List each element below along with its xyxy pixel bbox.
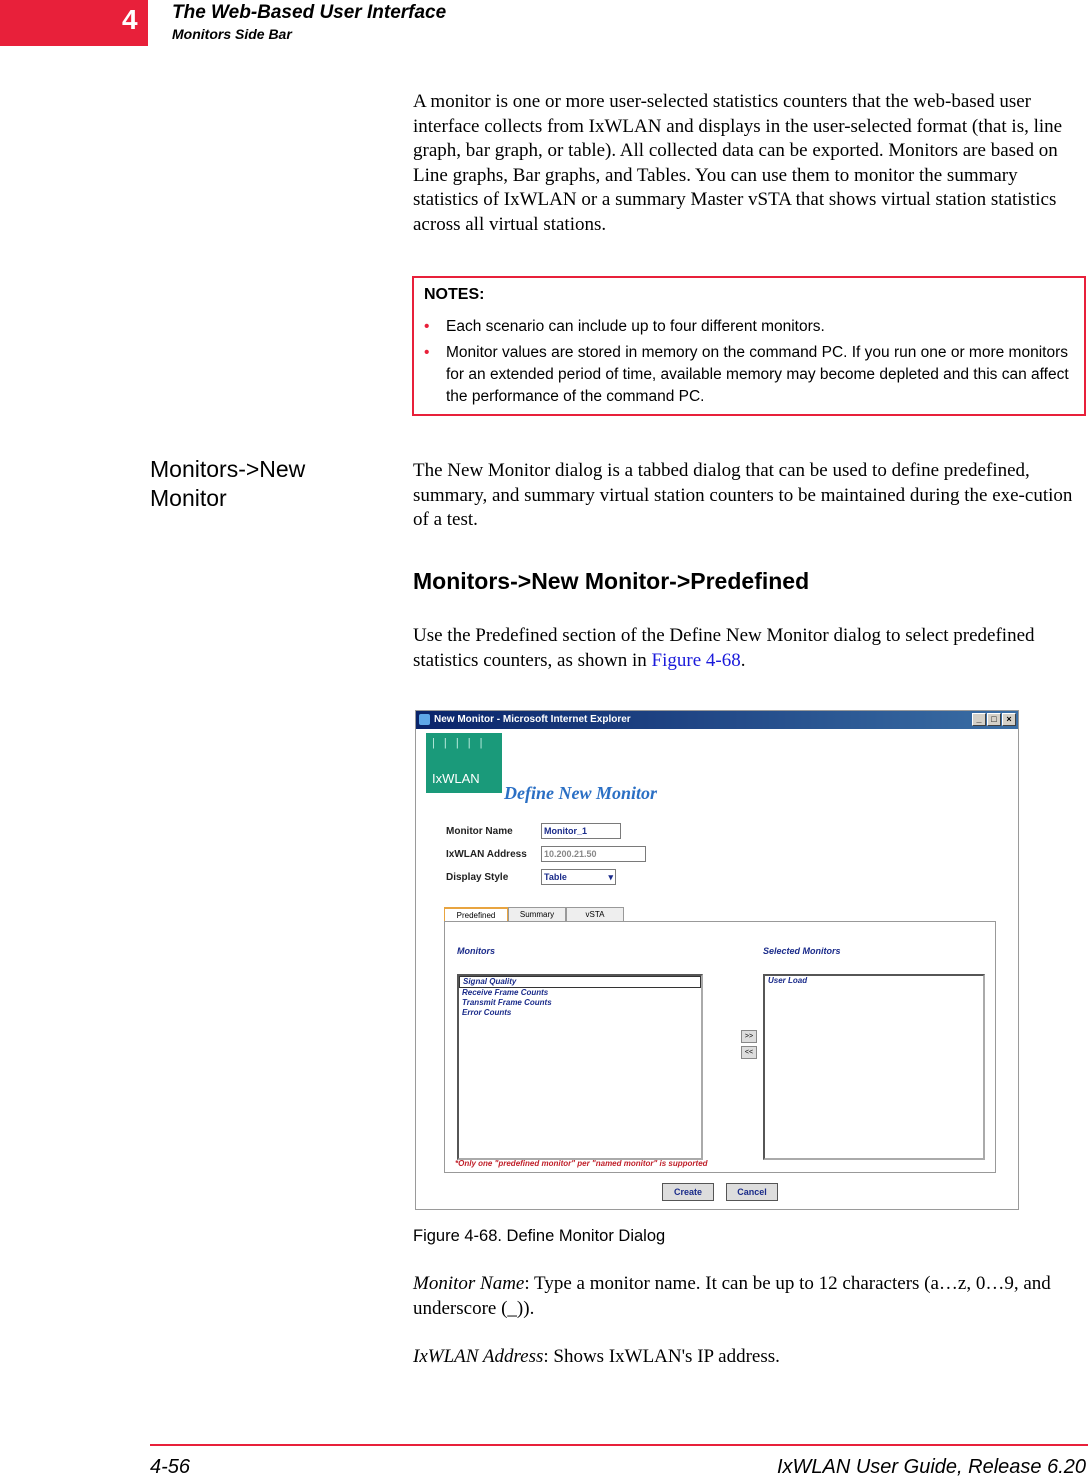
selected-monitors-listbox[interactable] — [763, 974, 985, 1160]
window-titlebar — [416, 711, 1018, 729]
cancel-button[interactable]: Cancel — [726, 1183, 778, 1201]
remove-button[interactable]: << — [741, 1046, 757, 1059]
guide-title: IxWLAN User Guide, Release 6.20 — [776, 1456, 1086, 1478]
chapter-number: 4 — [122, 4, 138, 35]
page-number: 4-56 — [150, 1456, 191, 1478]
header-title: The Web-Based User Interface — [172, 2, 447, 23]
add-button[interactable]: >> — [741, 1030, 757, 1043]
list-item[interactable]: User Load — [768, 976, 808, 985]
list-item[interactable]: Error Counts — [462, 1008, 512, 1017]
display-style-label: Display Style — [446, 872, 509, 883]
notes-box — [412, 276, 1086, 416]
note-item: • Monitor values are stored in memory on the command PC. If you run one or more monitors for an extended period of time, available memory may become depleted and this can affect the performance of the command PC. — [424, 344, 1069, 405]
monitor-name-description: Monitor Name: Type a monitor name. It can be up to 12 characters (a…z, 0…9, and underscore (_)). — [413, 1273, 1051, 1319]
logo-text: IxWLAN — [432, 771, 480, 786]
close-icon[interactable]: × — [1002, 713, 1016, 726]
display-style-select[interactable]: Table ▾ — [541, 869, 616, 885]
list-item[interactable]: Receive Frame Counts — [462, 988, 549, 997]
dialog-title: Define New Monitor — [504, 783, 657, 803]
monitor-name-label: Monitor Name — [446, 826, 513, 837]
chevron-down-icon: ▾ — [608, 872, 613, 882]
ixwlan-logo — [426, 733, 502, 793]
list-item[interactable]: Signal Quality — [459, 976, 701, 988]
address-label: IxWLAN Address — [446, 849, 527, 860]
tab-summary[interactable]: Summary — [508, 907, 566, 922]
footer-rule — [150, 1444, 1088, 1446]
note-item: • Each scenario can include up to four different monitors. — [446, 316, 1076, 338]
monitor-name-input[interactable]: Monitor_1 — [541, 823, 621, 839]
bullet-icon: • — [424, 318, 430, 335]
intro-paragraph: A monitor is one or more user-selected statistics counters that the web-based user interface collects from IxWLAN and displays in the user-selected format (that is, line graph, bar graph, or table). All collected data can be exported. Monitors are based on Line graphs, Bar graphs, and Tables. You can use them to monitor the summary statistics of IxWLAN or a summary Master vSTA that shows virtual station statistics across all virtual stations. — [413, 91, 1063, 235]
header-subtitle: Monitors Side Bar — [172, 26, 292, 42]
predefined-paragraph: Use the Predefined section of the Define New Monitor dialog to select predefined statistics counters, as shown in Figure 4-68. — [413, 625, 1035, 671]
selected-monitors-label: Selected Monitors — [763, 946, 841, 956]
maximize-icon[interactable]: □ — [987, 713, 1001, 726]
notes-heading: NOTES: — [424, 286, 485, 303]
define-monitor-screenshot — [415, 710, 1019, 1210]
new-monitor-paragraph: The New Monitor dialog is a tabbed dialog that can be used to define predefined, summary, and summary virtual station counters to be maintained during the exe-cution of a test. — [413, 460, 1073, 530]
support-note: *Only one "predefined monitor" per "named monitor" is supported — [455, 1159, 708, 1168]
list-item[interactable]: Transmit Frame Counts — [462, 998, 552, 1007]
predefined-panel — [444, 921, 996, 1173]
create-button[interactable]: Create — [662, 1183, 714, 1201]
window-title: New Monitor - Microsoft Internet Explorer — [434, 714, 631, 725]
side-heading: Monitors->New Monitor — [150, 456, 306, 511]
minimize-icon[interactable]: _ — [972, 713, 986, 726]
address-input: 10.200.21.50 — [541, 846, 646, 862]
monitors-label: Monitors — [457, 946, 495, 956]
tab-vsta[interactable]: vSTA — [566, 907, 624, 922]
monitors-listbox[interactable] — [457, 974, 703, 1160]
address-description: IxWLAN Address: Shows IxWLAN's IP address. — [413, 1346, 780, 1367]
bullet-icon: • — [424, 344, 430, 361]
logo-lines: | | | | | — [432, 737, 486, 749]
section-heading: Monitors->New Monitor->Predefined — [413, 568, 810, 594]
browser-icon — [419, 714, 430, 725]
figure-caption: Figure 4-68. Define Monitor Dialog — [413, 1227, 666, 1245]
figure-link[interactable]: Figure 4-68 — [651, 649, 741, 671]
tab-predefined[interactable]: Predefined — [444, 907, 508, 922]
